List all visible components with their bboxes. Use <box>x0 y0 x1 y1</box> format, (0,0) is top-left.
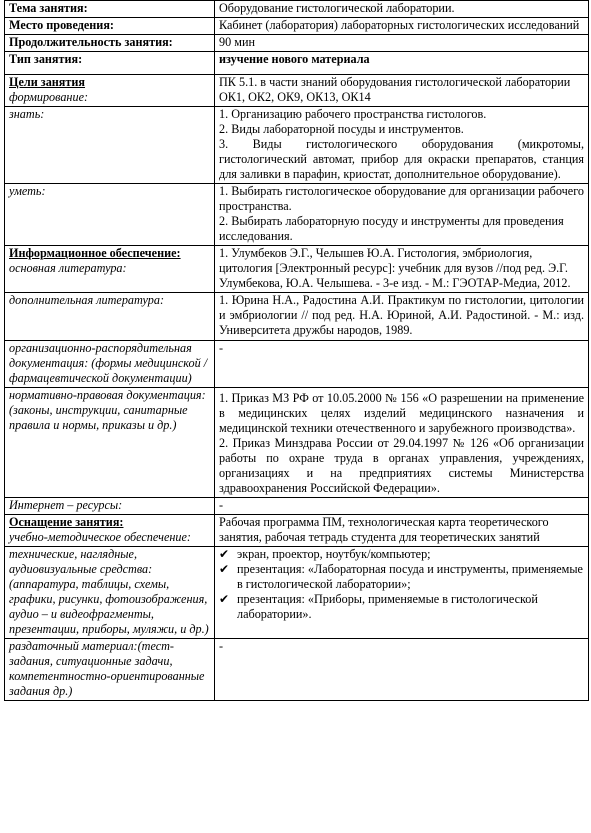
tech-item-text: презентация: «Приборы, применяемые в гистологической лаборатории». <box>237 592 538 621</box>
row-type <box>5 52 589 75</box>
org-docs-label: организационно-распорядительная документация: (формы медицинской /фармацевтической документации) <box>5 341 215 388</box>
know-item: 1. Организацию рабочего пространства гистологов. <box>219 107 487 121</box>
can-label: уметь: <box>5 184 215 246</box>
row-norm-docs <box>5 388 589 498</box>
row-tech <box>5 547 589 639</box>
extra-lit-label: дополнительная литература: <box>5 293 215 341</box>
row-internet <box>5 498 589 515</box>
know-item: 3. Виды гистологического оборудования (микротомы, гистологический автомат, прибор для окраски препаратов, станция для заливки в парафин, криостат, дополнительное оборудование). <box>219 137 584 181</box>
tech-value <box>215 547 589 639</box>
row-duration <box>5 35 589 52</box>
know-label: знать: <box>5 107 215 184</box>
checkmark-icon: ✔ <box>219 562 230 576</box>
row-extra-lit <box>5 293 589 341</box>
info-value: 1. Улумбеков Э.Г., Челышев Ю.А. Гистология, эмбриология, цитология [Электронный ресурс]: учебник для вузов //под ред. Э.Г. Улумбекова, Ю.А. Челышева. - 3-е изд. - М.: ГЭОТАР-Медиа, 2012. <box>215 246 589 293</box>
org-docs-value: - <box>215 341 589 388</box>
goals-value <box>215 75 589 107</box>
info-cell <box>5 246 215 293</box>
row-place <box>5 18 589 35</box>
row-know <box>5 107 589 184</box>
row-equipment <box>5 515 589 547</box>
equipment-cell <box>5 515 215 547</box>
equipment-value: Рабочая программа ПМ, технологическая карта теоретического занятия, рабочая тетрадь студента для теоретических занятий <box>215 515 589 547</box>
equipment-sublabel: учебно-методическое обеспечение: <box>9 530 191 544</box>
checkmark-icon: ✔ <box>219 592 230 606</box>
row-can <box>5 184 589 246</box>
row-goals <box>5 75 589 107</box>
topic-value: Оборудование гистологической лаборатории. <box>215 1 589 18</box>
row-info <box>5 246 589 293</box>
info-sublabel: основная литература: <box>9 261 127 275</box>
row-handout <box>5 639 589 701</box>
norm-docs-value <box>215 388 589 498</box>
type-label: Тип занятия: <box>5 52 215 75</box>
goals-cell <box>5 75 215 107</box>
tech-item-text: экран, проектор, ноутбук/компьютер; <box>237 547 431 561</box>
duration-label: Продолжительность занятия: <box>5 35 215 52</box>
goals-sublabel: формирование: <box>9 90 89 104</box>
tech-list <box>219 547 584 622</box>
tech-item <box>219 562 584 592</box>
know-value <box>215 107 589 184</box>
row-topic <box>5 1 589 18</box>
handout-label: раздаточный материал:(тест-задания, ситуационные задачи, компетентностно-ориентированные задания др.) <box>5 639 215 701</box>
can-value <box>215 184 589 246</box>
goals-label: Цели занятия <box>9 75 86 89</box>
row-org-docs <box>5 341 589 388</box>
can-item: 1. Выбирать гистологическое оборудование для организации рабочего пространства. <box>219 184 584 213</box>
internet-value: - <box>215 498 589 515</box>
topic-label: Тема занятия: <box>5 1 215 18</box>
internet-label: Интернет – ресурсы: <box>5 498 215 515</box>
tech-label: технические, наглядные, аудиовизуальные средства: (аппаратура, таблицы, схемы, графики, рисунки, фотоизображения, аудио – и видеофрагменты, презентации, приборы, муляжи, и др.) <box>5 547 215 639</box>
tech-item-text: презентация: «Лабораторная посуда и инструменты, применяемые в гистологической лаборатории»; <box>237 562 583 591</box>
info-label: Информационное обеспечение: <box>9 246 181 260</box>
lesson-plan-table <box>4 0 589 701</box>
equipment-label: Оснащение занятия: <box>9 515 124 529</box>
goals-value-line2: ОК1, ОК2, ОК9, ОК13, ОК14 <box>219 90 371 104</box>
goals-value-line1: ПК 5.1. в части знаний оборудования гистологической лаборатории <box>219 75 571 89</box>
checkmark-icon: ✔ <box>219 547 230 561</box>
norm-docs-label: нормативно-правовая документация: (законы, инструкции, санитарные правила и нормы, приказы и др.) <box>5 388 215 498</box>
can-item: 2. Выбирать лабораторную посуду и инструменты для проведения исследования. <box>219 214 564 243</box>
tech-item <box>219 547 584 562</box>
know-item: 2. Виды лабораторной посуды и инструментов. <box>219 122 464 136</box>
place-value: Кабинет (лаборатория) лабораторных гистологических исследований <box>215 18 589 35</box>
norm-docs-item: 1. Приказ МЗ РФ от 10.05.2000 № 156 «О разрешении на применение в медицинских целях изделий медицинского назначения и медицинской техники отечественного и зарубежного производства». <box>219 391 584 435</box>
duration-value: 90 мин <box>215 35 589 52</box>
norm-docs-item: 2. Приказ Минздрава России от 29.04.1997 № 126 «Об организации работы по охране труда в органах управления, учреждениях, организациях и на предприятиях системы Министерства здравоохранения Российской Федерации». <box>219 436 584 495</box>
handout-value: - <box>215 639 589 701</box>
tech-item <box>219 592 584 622</box>
extra-lit-value: 1. Юрина Н.А., Радостина А.И. Практикум по гистологии, цитологии и эмбриологии // под ред. Н.А. Юриной, А.И. Радостиной. - М.: изд. Университета дружбы народов, 1989. <box>215 293 589 341</box>
type-value: изучение нового материала <box>215 52 589 75</box>
place-label: Место проведения: <box>5 18 215 35</box>
